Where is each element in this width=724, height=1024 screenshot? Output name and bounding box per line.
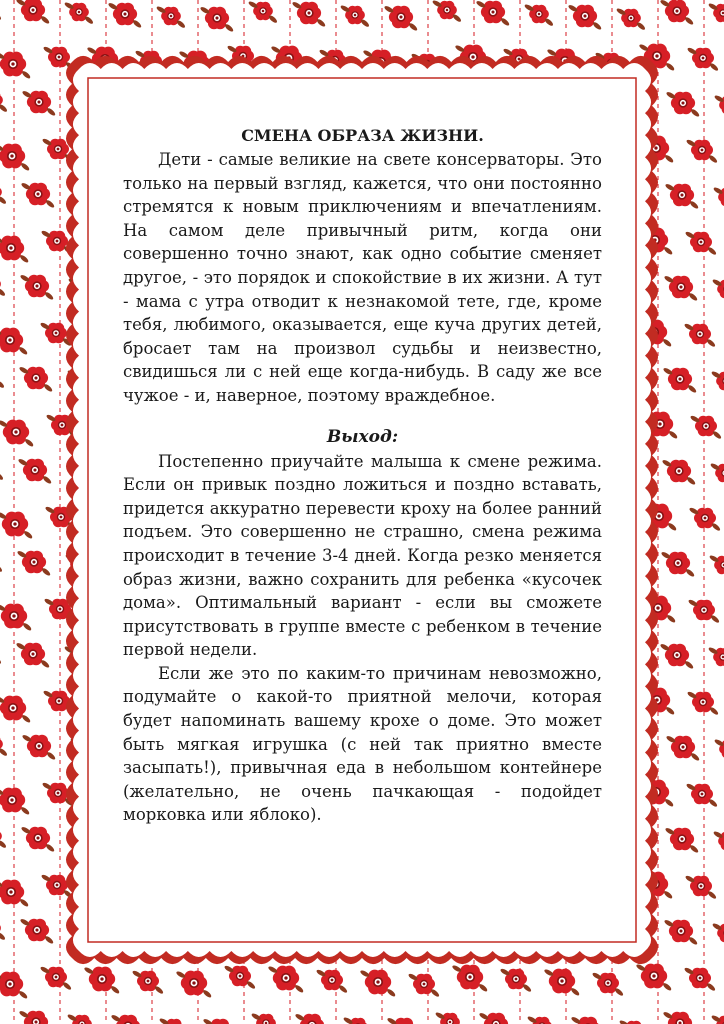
solution-paragraph-2: Если же это по каким-то причинам невозможно, подумайте о какой-то приятной мелочи, которая будет напоминать вашему крохе о доме. Это может быть мягкая игрушка (с ней так приятно вместе засыпать!), привычная еда в небольшом контейнере (желательно, не очень пачкающая - подойдет морковка или яблоко). (123, 663, 602, 825)
solution-paragraph-1: Постепенно приучайте малыша к смене режима. Если он привык поздно ложиться и поздно вставать, придется аккуратно перевести кроху на более ранний подъем. Это совершенно не страшно, смена режима происходит в течение 3-4 дней. Когда резко меняется образ жизни, важно сохранить для ребенка «кусочек дома». Оптимальный вариант - если вы сможете присутствовать в группе вместе с ребенком в течение первой недели. (123, 451, 602, 660)
document-title: СМЕНА ОБРАЗА ЖИЗНИ. (241, 126, 484, 145)
intro-paragraph: Дети - самые великие на свете консерваторы. Это только на первый взгляд, кажется, что они постоянно стремятся к новым приключениям и впечатлениям. На самом деле привычный ритм, когда они совершенно точно знают, как одно событие сменяет другое, - это порядок и спокойствие в их жизни. А тут - мама с утра отводит к незнакомой тете, где, кроме тебя, любимого, оказывается, еще куча других детей, бросает там на произвол судьбы и неизвестно, свидишься ли с ней еще когда-нибудь. В саду же все чужое - и, наверное, поэтому враждебное. (123, 150, 602, 405)
document-content (123, 125, 602, 827)
solution-subtitle: Выход: (326, 426, 399, 447)
